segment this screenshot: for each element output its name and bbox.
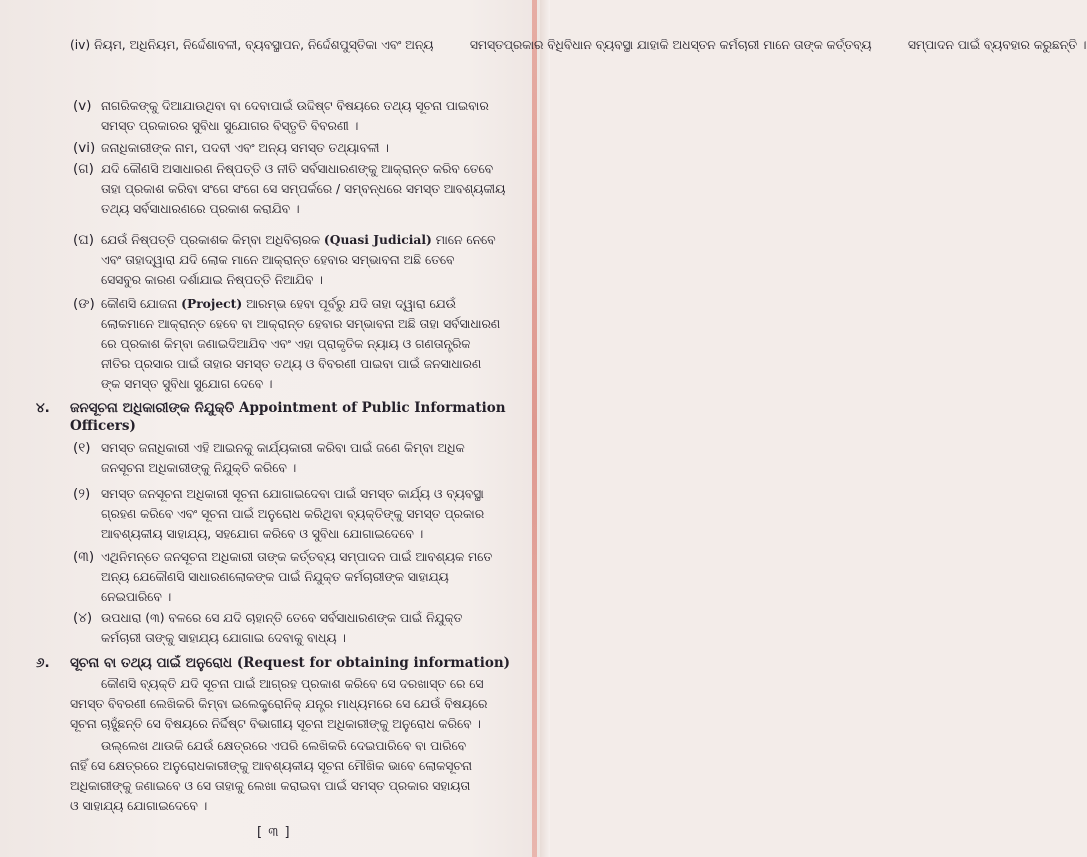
text-line: ଉଲ୍ଲେଖ ଥାଉକି ଯେଉଁ କ୍ଷେତ୍ରରେ ଏପରି ଲେଖିକରି ଦେଇପାରିବେ ବା ପାରିବେ xyxy=(101,739,467,753)
text-line: ସୂଚନା ଚାହୁଁଛନ୍ତି ସେ ବିଷୟରେ ନିର୍ଦ୍ଦିଷ୍ଟ ବିଭାଗୀୟ ସୂଚନା ଅଧିକାରୀଙ୍କୁ ଅନୁରୋଧ କରିବେ । xyxy=(70,717,481,731)
text-line: ଏବଂ ତାହାଦ୍ୱାରା ଯଦି ଲୋକ ମାନେ ଆକ୍ରାନ୍ତ ହେବାର ସମ୍ଭାବନା ଅଛି ତେବେ xyxy=(101,253,455,267)
text-line: ନାହିଁ ସେ କ୍ଷେତ୍ରରେ ଅନୁରୋଧକାରୀଙ୍କୁ ଆବଶ୍ୟକୀୟ ସୂଚନା ମୌଖିକ ଭାବେ ଲୋକସୂଚନା xyxy=(70,759,472,773)
clause-vi xyxy=(101,138,389,158)
text-line: ତାହା ପ୍ରକାଶ କରିବା ସଂଗେ ସଂଗେ ସେ ସମ୍ପର୍କରେ / ସମ୍ବନ୍ଧରେ ସମସ୍ତ ଆବଶ୍ୟକୀୟ xyxy=(101,182,506,196)
text-line: ସମସ୍ତ ଜନାଧିକାରୀ ଏହି ଆଇନକୁ କାର୍ଯ୍ୟକାରୀ କରିବା ପାଇଁ ଜଣେ କିମ୍ବା ଅଧିକ xyxy=(101,441,465,455)
section-6-heading xyxy=(70,653,510,673)
clause-label: (ଙ) xyxy=(73,296,95,312)
text-line: କର୍ମଚାରୀ ତାଙ୍କୁ ସାହାଯ୍ୟ ଯୋଗାଇ ଦେବାକୁ ବାଧ୍ୟ । xyxy=(101,631,346,645)
text-line: ଲୋକମାନେ ଆକ୍ରାନ୍ତ ହେବେ ବା ଆକ୍ରାନ୍ତ ହେବାର ସମ୍ଭାବନା ଅଛି ତାହା ସର୍ବସାଧାରଣ xyxy=(101,317,501,331)
text-line: ସମସ୍ତ ବିବରଣୀ ଲେଖିକରି କିମ୍ବା ଇଲେକ୍ଟ୍ରୋନିକ୍ ଯନ୍ତ୍ର ମାଧ୍ୟମରେ ସେ ଯେଉଁ ବିଷୟରେ xyxy=(70,697,488,711)
clause-label: (vi) xyxy=(73,140,96,156)
clause-nga xyxy=(101,294,500,394)
clause-gha xyxy=(101,230,496,290)
text-line: ନେଇପାରିବେ । xyxy=(101,590,172,604)
text-line: ଜନସୂଚନା ଅଧିକାରୀଙ୍କ ନିଯୁକ୍ତି Appointment of Public Information xyxy=(70,400,506,416)
margin-red-line xyxy=(532,0,537,857)
section-6-para-2-cont xyxy=(70,756,472,816)
section-4-heading xyxy=(70,398,506,418)
section-6-body-cont xyxy=(70,694,487,734)
text-line: ସେସବୁର କାରଣ ଦର୍ଶାଯାଇ ନିଷ୍ପତ୍ତି ନିଆଯିବ । xyxy=(101,273,323,287)
text-line: Officers) xyxy=(70,418,136,434)
text-line: ନାଗରିକଙ୍କୁ ଦିଆଯାଉଥିବା ବା ଦେବାପାଇଁ ଉଦ୍ଦିଷ୍ଟ ବିଷୟରେ ତଥ୍ୟ ସୂଚନା ପାଇବାର xyxy=(101,99,489,113)
text-line: କୌଣସି ବ୍ୟକ୍ତି ଯଦି ସୂଚନା ପାଇଁ ଆଗ୍ରହ ପ୍ରକାଶ କରିବେ ସେ ଦରଖାସ୍ତ ରେ ସେ xyxy=(101,677,484,691)
page-number: [ ୩ ] xyxy=(257,825,291,840)
text-line: ଯେଉଁ ନିଷ୍ପତ୍ତି ପ୍ରକାଶକ କିମ୍ବା ଅଧିବିଚାରକ (Quasi Judicial) ମାନେ ନେବେ xyxy=(101,232,496,247)
text-line: ଙ୍କ ସମସ୍ତ ସୁବିଧା ସୁଯୋଗ ଦେବେ । xyxy=(101,377,273,391)
text-line: ସମସ୍ତ ଜନସୂଚନା ଅଧିକାରୀ ସୂଚନା ଯୋଗାଇଦେବା ପାଇଁ ସମସ୍ତ କାର୍ଯ୍ୟ ଓ ବ୍ୟବସ୍ଥା xyxy=(101,487,484,501)
clause-label: (୨) xyxy=(73,486,91,502)
clause-v xyxy=(101,96,489,136)
clause-label: (୩) xyxy=(73,549,95,565)
clause-label: (ଘ) xyxy=(73,232,94,248)
clause-label: (v) xyxy=(73,98,92,114)
clause-iv xyxy=(70,35,1087,55)
text-line: କୌଣସି ଯୋଜନା (Project) ଆରମ୍ଭ ହେବା ପୂର୍ବରୁ ଯଦି ତାହା ଦ୍ୱାରା ଯେଉଁ xyxy=(101,296,456,311)
section-4-heading-cont xyxy=(70,416,136,436)
text-line: ଗ୍ରହଣ କରିବେ ଏବଂ ସୂଚନା ପାଇଁ ଅନୁରୋଧ କରିଥିବା ବ୍ୟକ୍ତିଙ୍କୁ ସମସ୍ତ ପ୍ରକାର xyxy=(101,507,485,521)
clause-label: (ଗ) xyxy=(73,161,94,177)
clause-ga xyxy=(101,159,505,219)
page-edge xyxy=(540,0,550,857)
text-line: ଅଧିକାରୀଙ୍କୁ ଜଣାଇବେ ଓ ସେ ତାହାକୁ ଲେଖା କରାଇବା ପାଇଁ ସମସ୍ତ ପ୍ରକାର ସହାୟତା xyxy=(70,779,471,793)
clause-1 xyxy=(101,438,465,478)
text-line: ଏଥିନିମନ୍ତେ ଜନସୂଚନା ଅଧିକାରୀ ତାଙ୍କ କର୍ତ୍ତବ୍ୟ ସମ୍ପାଦନ ପାଇଁ ଆବଶ୍ୟକ ମତେ xyxy=(101,550,493,564)
text-line: ନୀତିର ପ୍ରସାର ପାଇଁ ତାହାର ସମସ୍ତ ତଥ୍ୟ ଓ ବିବରଣୀ ପାଇବା ପାଇଁ ଜନସାଧାରଣ xyxy=(101,357,482,371)
text-line: ଓ ସାହାଯ୍ୟ ଯୋଗାଇଦେବେ । xyxy=(70,799,208,813)
section-6-para-2 xyxy=(101,736,466,756)
clause-2 xyxy=(101,484,484,544)
text-line: ଯଦି କୌଣସି ଅସାଧାରଣ ନିଷ୍ପତ୍ତି ଓ ନୀତି ସର୍ବସାଧାରଣଙ୍କୁ ଆକ୍ରାନ୍ତ କରିବ ତେବେ xyxy=(101,162,494,176)
text-line: ସମସ୍ତପ୍ରକାର ବିଧିବିଧାନ ବ୍ୟବସ୍ଥା ଯାହାକି ଅଧସ୍ତନ କର୍ମଚାରୀ ମାନେ ତାଙ୍କ କର୍ତ୍ତବ୍ୟ xyxy=(469,38,872,52)
text-line: ସମ୍ପାଦନ ପାଇଁ ବ୍ୟବହାର କରୁଛନ୍ତି । xyxy=(907,38,1087,52)
text-line: ସମସ୍ତ ପ୍ରକାରର ସୁବିଧା ସୁଯୋଗର ବିସ୍ତୃତି ବିବରଣୀ । xyxy=(101,119,359,133)
clause-label: (୪) xyxy=(73,610,93,626)
text-line: ସୂଚନା ବା ତଥ୍ୟ ପାଇଁ ଅନୁରୋଧ (Request for obtaining information) xyxy=(70,655,511,671)
text-line: (iv) ନିୟମ, ଅଧିନିୟମ, ନିର୍ଦ୍ଦେଶାବଳୀ, ବ୍ୟବସ୍ଥାପନ, ନିର୍ଦ୍ଦେଶପୁସ୍ତିକା ଏବଂ ଅନ୍ୟ xyxy=(70,38,434,52)
clause-4 xyxy=(101,608,462,648)
text-line: ତଥ୍ୟ ସର୍ବସାଧାରଣରେ ପ୍ରକାଶ କରାଯିବ । xyxy=(101,202,300,216)
section-6-body xyxy=(101,674,483,694)
text-line: ରେ ପ୍ରକାଶ କିମ୍ବା ଜଣାଇଦିଆଯିବ ଏବଂ ଏହା ପ୍ରାକୃତିକ ନ୍ୟାୟ ଓ ଗଣତାନ୍ତ୍ରିକ xyxy=(101,337,471,351)
text-line: ଜନାଧିକାରୀଙ୍କ ନାମ, ପଦବୀ ଏବଂ ଅନ୍ୟ ସମସ୍ତ ତଥ୍ୟାବଳୀ । xyxy=(101,141,389,155)
clause-3 xyxy=(101,547,492,607)
section-number: ୬. xyxy=(36,655,50,671)
clause-label: (୧) xyxy=(73,440,91,456)
section-number: ୪. xyxy=(36,400,50,416)
text-line: ଅନ୍ୟ ଯେକୌଣସି ସାଧାରଣଲୋକଙ୍କ ପାଇଁ ନିଯୁକ୍ତ କର୍ମଚାରୀଙ୍କ ସାହାଯ୍ୟ xyxy=(101,570,449,584)
text-line: ଆବଶ୍ୟକୀୟ ସାହାଯ୍ୟ, ସହଯୋଗ କରିବେ ଓ ସୁବିଧା ଯୋଗାଇଦେବେ । xyxy=(101,527,424,541)
text-line: ଉପଧାରା (୩) ବଳରେ ସେ ଯଦି ଚାହାନ୍ତି ତେବେ ସର୍ବସାଧାରଣଙ୍କ ପାଇଁ ନିଯୁକ୍ତ xyxy=(101,611,463,625)
text-line: ଜନସୂଚନା ଅଧିକାରୀଙ୍କୁ ନିଯୁକ୍ତି କରିବେ । xyxy=(101,461,297,475)
